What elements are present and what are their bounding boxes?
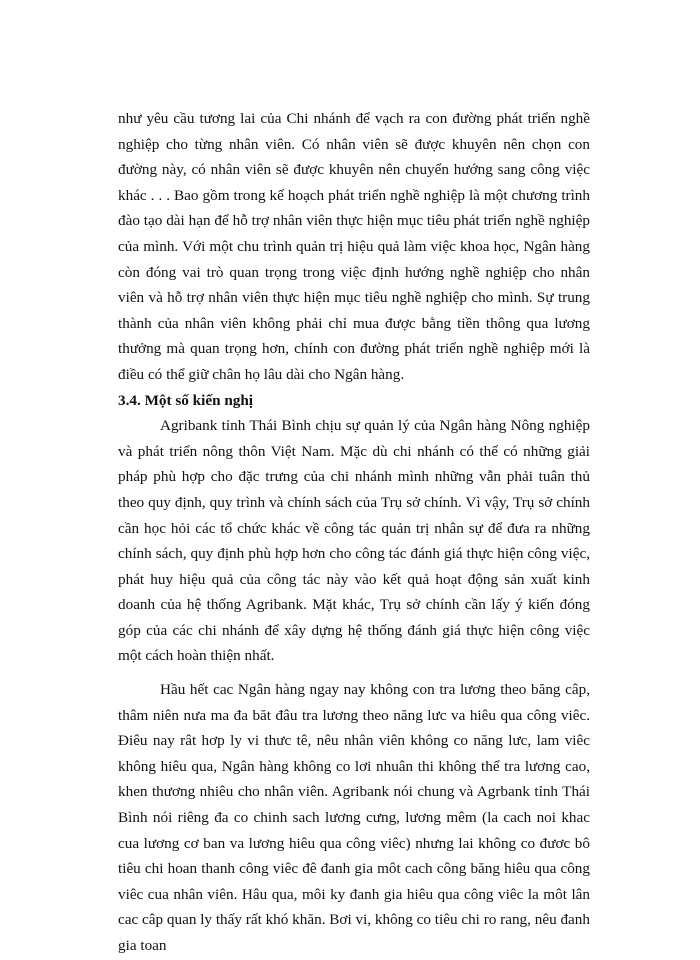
paragraph-salary-evaluation: Hầu hết cac Ngân hàng ngay nay không con tra lương theo băng câp, thâm niên nưa ma đa băt đâu tra lương theo năng lưc va hiêu qua công viêc. Điêu nay rât hơp ly vi thưc tê, nêu nhân viên không co năng lưc, lam viêc không hiêu qua, Ngân hàng không co lơi nhuân thi không thể tra lương cao, khen thương nhiêu cho nhân viên. Agribank nói chung và Agrbank tỉnh Thái Bình nói riêng đa co chinh sach lương cưng, lương mêm (la cach noi khac cua lương cơ ban va lương hiêu qua công viêc) nhưng lai không co đươc bô tiêu chi hoan thanh công viêc đê đanh gia môt cach công băng hiêu qua công viêc cua nhân viên. Hâu qua, môi ky đanh gia hiêu qua công viêc la môt lân cac câp quan ly thấy rất khó khăn. Bơi vi, không co tiêu chi ro rang, nêu đanh gia toan: [118, 681, 590, 954]
paragraph-spacer: [118, 669, 590, 677]
page-body: [118, 106, 590, 959]
paragraph-recommendations: Agribank tỉnh Thái Bình chịu sự quản lý của Ngân hàng Nông nghiệp và phát triển nông thôn Việt Nam. Mặc dù chi nhánh có thể có những giải pháp phù hợp cho đặc trưng của chi nhánh mình những vẫn phải tuân thủ theo quy định, quy trình và chính sách của Trụ sở chính. Vì vậy, Trụ sở chính cần học hỏi các tổ chức khác về công tác quản trị nhân sự để đưa ra những chính sách, quy định phù hợp hơn cho công tác đánh giá thực hiện công việc, phát huy hiệu quả của công tác này vào kết quả hoạt động sản xuất kinh doanh của hệ thống Agribank. Mặt khác, Trụ sở chính cần lấy ý kiến đóng góp của các chi nhánh để xây dựng hệ thống đánh giá thực hiện công việc một cách hoàn thiện nhất.: [118, 417, 590, 665]
paragraph-career-development: như yêu cầu tương lai của Chi nhánh để vạch ra con đường phát triển nghề nghiệp cho từng nhân viên. Có nhân viên sẽ được khuyên nên chọn con đường này, có nhân viên sẽ được khuyên nên chuyển hướng sang công việc khác . . . Bao gồm trong kế hoạch phát triển nghề nghiệp là một chương trình đào tạo dài hạn để hỗ trợ nhân viên thực hiện mục tiêu phát triển nghề nghiệp của mình. Với một chu trình quản trị hiệu quả làm việc khoa học, Ngân hàng còn đóng vai trò quan trọng trong việc định hướng nghề nghiệp cho nhân viên và hỗ trợ nhân viên thực hiện mục tiêu nghề nghiệp cho mình. Sự trung thành của nhân viên không phải chỉ mua được bằng tiền thông qua lương thưởng mà quan trọng hơn, chính con đường phát triển nghề nghiệp mới là điều có thể giữ chân họ lâu dài cho Ngân hàng.: [118, 110, 590, 383]
section-heading: 3.4. Một số kiến nghị: [118, 391, 254, 409]
